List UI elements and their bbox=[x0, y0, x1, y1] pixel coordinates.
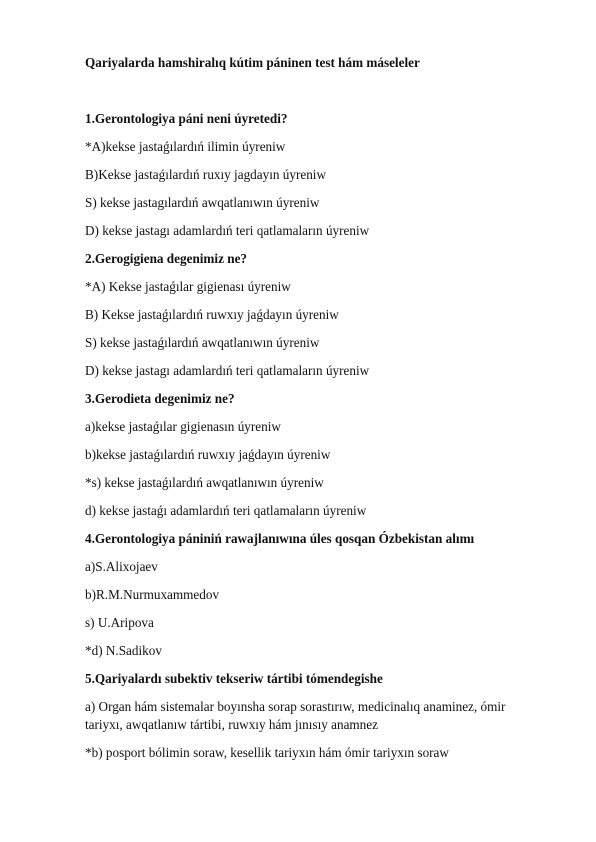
answer-option: d) kekse jastaǵı adamlardıń teri qatlamaların úyreniw bbox=[85, 503, 367, 518]
answer-option: b)kekse jastaǵılardıń ruwxıy jaǵdayın úyreniw bbox=[85, 447, 331, 462]
answer-option: S) kekse jastaǵılardıń awqatlanıwın úyreniw bbox=[85, 335, 320, 350]
answer-option: D) kekse jastagı adamlardıń teri qatlamaların úyreniw bbox=[85, 223, 370, 238]
answer-option: s) U.Aripova bbox=[85, 615, 154, 630]
question-text: 5.Qariyalardı subektiv tekseriw tártibi tómendegishe bbox=[85, 671, 383, 686]
answer-option: *A) Kekse jastaǵılar gigienası úyreniw bbox=[85, 279, 291, 294]
question-list bbox=[85, 110, 545, 772]
answer-option: *b) posport bólimin soraw, kesellik tariyxın hám ómir tariyxın soraw bbox=[85, 745, 449, 760]
answer-option: *s) kekse jastaǵılardıń awqatlanıwın úyreniw bbox=[85, 475, 324, 490]
question-text: 2.Gerogigiena degenimiz ne? bbox=[85, 251, 248, 266]
question-text: 1.Gerontologiya páni neni úyretedi? bbox=[85, 111, 288, 126]
answer-option: D) kekse jastagı adamlardıń teri qatlamaların úyreniw bbox=[85, 363, 370, 378]
answer-option: *d) N.Sadikov bbox=[85, 643, 162, 658]
document-title: Qariyalarda hamshiralıq kútim páninen test hám máseleler bbox=[85, 55, 420, 70]
answer-option: *A)kekse jastaǵılardıń ilimin úyreniw bbox=[85, 139, 286, 154]
answer-option: b)R.M.Nurmuxammedov bbox=[85, 587, 220, 602]
question-text: 4.Gerontologiya pániniń rawajlanıwına úles qosqan Ózbekistan alımı bbox=[85, 531, 475, 546]
answer-option: B) Kekse jastaǵılardıń ruwxıy jaǵdayın úyreniw bbox=[85, 307, 339, 322]
answer-option: B)Kekse jastaǵılardıń ruxıy jagdayın úyreniw bbox=[85, 167, 326, 182]
answer-option: a)S.Alixojaev bbox=[85, 559, 158, 574]
question-text: 3.Gerodieta degenimiz ne? bbox=[85, 391, 235, 406]
answer-option: a) Organ hám sistemalar boyınsha sorap sorastırıw, medicinalıq anaminez, ómir tariyxı, awqatlanıw tártibi, ruwxıy hám jınısıy anamnez bbox=[85, 699, 506, 732]
answer-option: S) kekse jastagılardıń awqatlanıwın úyreniw bbox=[85, 195, 320, 210]
answer-option: a)kekse jastaǵılar gigienasın úyreniw bbox=[85, 419, 281, 434]
